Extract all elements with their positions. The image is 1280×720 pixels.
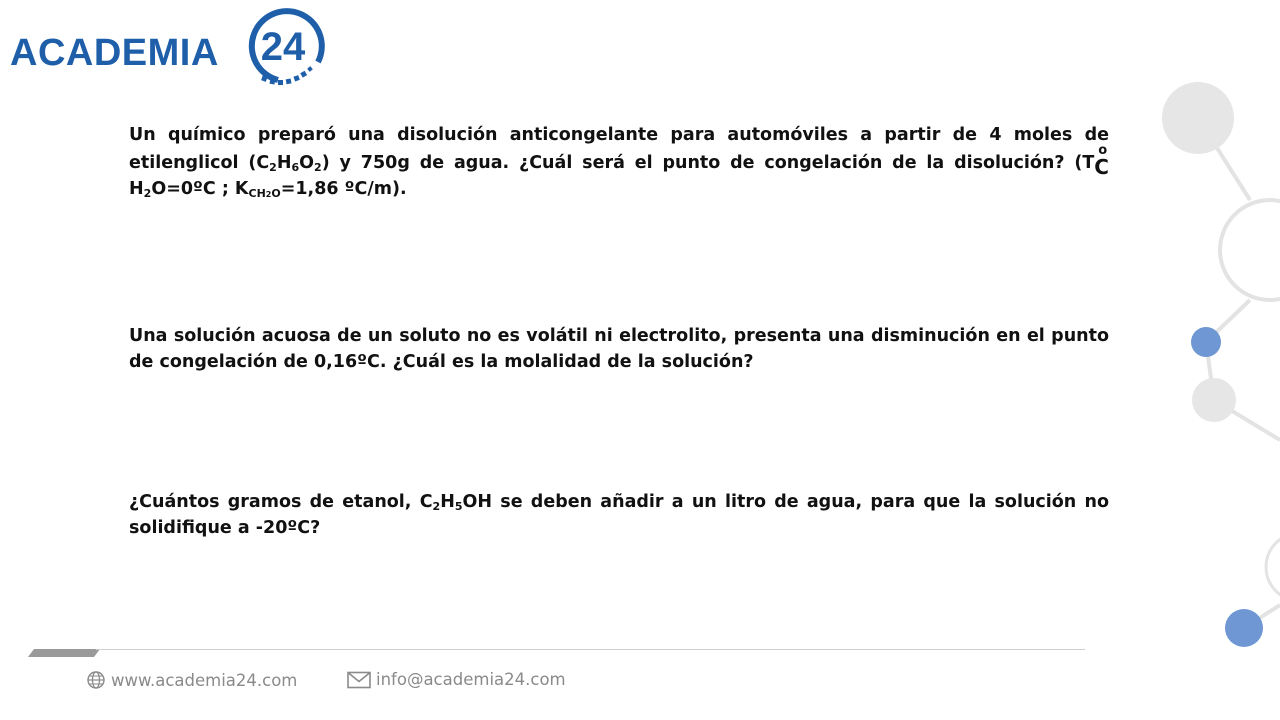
q3-h: H — [440, 492, 455, 512]
question-2: Una solución acuosa de un soluto no es volátil ni electrolito, presenta una disminución en el punto de congelación de 0,16ºC. ¿Cuál es la molalidad de la solución? — [129, 326, 1109, 372]
footer-divider — [96, 649, 1085, 650]
q3-sub: 5 — [454, 500, 463, 513]
q1-h: H — [276, 153, 292, 173]
celsius-c: C — [1094, 155, 1109, 179]
logo-brand-text: ACADEMIA — [10, 32, 219, 74]
footer-website[interactable] — [86, 670, 297, 690]
footer-email[interactable] — [347, 670, 566, 689]
q1-text-d: O=0ºC ; K — [151, 179, 249, 199]
logo-24-mark — [238, 6, 330, 90]
q1-text-b: ) y 750g de agua. ¿Cuál será el punto de congelación de la disolución? (T — [321, 153, 1095, 173]
website-link[interactable]: www.academia24.com — [111, 670, 298, 690]
q3-sub: 2 — [432, 500, 441, 513]
question-3 — [129, 489, 1109, 541]
globe-icon — [86, 670, 106, 690]
q1-text-a: Un químico preparó una disolución anticongelante para automóviles a partir de 4 moles de etilenglicol (C — [129, 125, 1109, 173]
k-sub-o: O — [271, 187, 281, 200]
question-1 — [129, 122, 1109, 202]
logo-number: 24 — [260, 25, 306, 69]
k-sub-ch: CH — [248, 187, 266, 200]
degree-mark: o — [1098, 143, 1108, 158]
k-subscript — [249, 187, 281, 200]
q1-text-e: =1,86 ºC/m). — [280, 179, 407, 199]
freezing-temp-symbol — [1094, 143, 1109, 179]
footer-accent-bar — [28, 649, 100, 657]
q1-sub: 2 — [269, 161, 277, 174]
q1-sub: 2 — [314, 161, 322, 174]
q3-text-b: OH se deben añadir a un litro de agua, para que la solución no solidifique a -20ºC? — [129, 492, 1109, 538]
q1-text-c: H — [129, 179, 144, 199]
q1-sub: 6 — [291, 161, 300, 174]
q3-text-a: ¿Cuántos gramos de etanol, C — [129, 492, 433, 512]
q1-sub: 2 — [143, 187, 152, 200]
mail-icon — [347, 671, 371, 689]
molecule-decoration — [1140, 70, 1280, 670]
email-link[interactable]: info@academia24.com — [376, 670, 566, 689]
q1-o: O — [299, 153, 315, 173]
k-sub-2: 2 — [265, 190, 272, 199]
